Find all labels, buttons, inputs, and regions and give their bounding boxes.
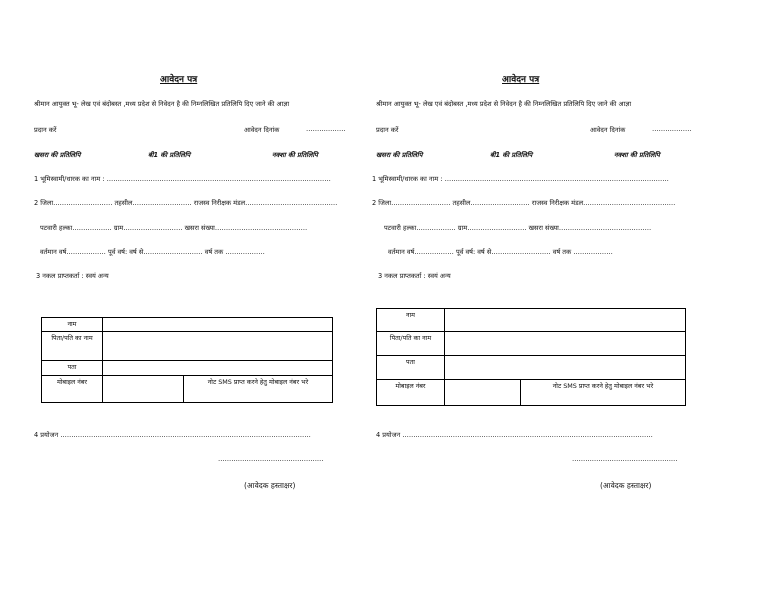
date-field[interactable]: ……………… <box>306 125 346 133</box>
address-cell[interactable] <box>103 361 333 376</box>
applicant-details-table <box>41 317 333 403</box>
mobile-cell[interactable] <box>445 380 521 406</box>
signature-line[interactable]: ………………………………………… <box>218 455 324 463</box>
copy-type-map: नक्शा की प्रतिलिपि <box>272 151 318 159</box>
year-range-field[interactable]: वर्तमान वर्ष……………… पूर्व वर्ष: वर्ष से……………………… वर्ष तक ……………… <box>388 248 613 256</box>
intro-line-continued: प्रदान करें <box>34 126 57 134</box>
halka-village-khasra-field[interactable]: पटवारी हल्का……………… ग्राम……………………… खसरा संख्या…………………………………… <box>384 224 652 232</box>
copy-type-khasra: खसरा की प्रतिलिपि <box>376 151 423 159</box>
halka-village-khasra-field[interactable]: पटवारी हल्का……………… ग्राम……………………… खसरा संख्या…………………………………… <box>40 224 308 232</box>
father-name-cell[interactable] <box>103 332 333 361</box>
owner-name-field[interactable]: 1 भूमिस्वामी/धारक का नाम : ………………………………………………………………………………………… <box>372 175 669 183</box>
father-name-label: पिता/पति का नाम <box>377 332 445 356</box>
signature-label: (आवेदक हस्ताक्षर) <box>244 481 296 490</box>
copy-receiver-line: 3 नकल प्राप्तकर्ता : स्वयं अन्य <box>378 272 451 280</box>
address-label: पता <box>377 356 445 380</box>
signature-line[interactable]: ………………………………………… <box>572 455 678 463</box>
mobile-label: मोबाइल नंबर <box>42 376 103 403</box>
application-form-right <box>372 0 712 594</box>
name-cell[interactable] <box>445 309 686 332</box>
date-field[interactable]: ……………… <box>652 125 692 133</box>
district-tehsil-field[interactable]: 2 जिला……………………… तहसील……………………… राजस्व निरीक्षक मंडल…………………………………… <box>372 199 676 207</box>
date-label: आवेदन दिनांक <box>244 126 280 134</box>
father-name-cell[interactable] <box>445 332 686 356</box>
date-label: आवेदन दिनांक <box>590 126 626 134</box>
mobile-label: मोबाइल नंबर <box>377 380 445 406</box>
copy-type-map: नक्शा की प्रतिलिपि <box>614 151 660 159</box>
copy-receiver-line: 3 नकल प्राप्तकर्ता : स्वयं अन्य <box>36 272 109 280</box>
copy-type-b1: बी1 की प्रतिलिपि <box>148 151 191 159</box>
name-label: नाम <box>42 318 103 332</box>
mobile-cell[interactable] <box>103 376 184 403</box>
intro-line: श्रीमान आयुक्त भू- लेख एवं बंदोबस्त ,मध्य प्रदेश से निवेदन है की निम्नलिखित प्रतिलिपि दिए जाने की आज्ञा <box>376 100 632 108</box>
name-cell[interactable] <box>103 318 333 332</box>
sms-note: नोट SMS प्राप्त करने हेतु मोबाइल नंबर भरे <box>184 376 333 403</box>
signature-label: (आवेदक हस्ताक्षर) <box>600 481 652 490</box>
form-title: आवेदन पत्र <box>502 75 540 85</box>
father-name-label: पिता/पति का नाम <box>42 332 103 361</box>
sms-note: नोट SMS प्राप्त करने हेतु मोबाइल नंबर भरे <box>521 380 686 406</box>
name-label: नाम <box>377 309 445 332</box>
application-form-left <box>30 0 370 594</box>
intro-line: श्रीमान आयुक्त भू- लेख एवं बंदोबस्त ,मध्य प्रदेश से निवेदन है की निम्नलिखित प्रतिलिपि दिए जाने की आज्ञा <box>34 100 290 108</box>
year-range-field[interactable]: वर्तमान वर्ष……………… पूर्व वर्ष: वर्ष से……………………… वर्ष तक ……………… <box>40 248 265 256</box>
intro-line-continued: प्रदान करें <box>376 126 399 134</box>
applicant-details-table <box>376 308 686 406</box>
purpose-field[interactable]: 4 प्रयोजन …………………………………………………………………………………………………… <box>376 431 653 439</box>
address-label: पता <box>42 361 103 376</box>
district-tehsil-field[interactable]: 2 जिला……………………… तहसील……………………… राजस्व निरीक्षक मंडल…………………………………… <box>34 199 338 207</box>
address-cell[interactable] <box>445 356 686 380</box>
owner-name-field[interactable]: 1 भूमिस्वामी/धारक का नाम : ………………………………………………………………………………………… <box>34 175 331 183</box>
purpose-field[interactable]: 4 प्रयोजन …………………………………………………………………………………………………… <box>34 431 311 439</box>
copy-type-b1: बी1 की प्रतिलिपि <box>490 151 533 159</box>
copy-type-khasra: खसरा की प्रतिलिपि <box>34 151 81 159</box>
form-title: आवेदन पत्र <box>160 75 198 85</box>
